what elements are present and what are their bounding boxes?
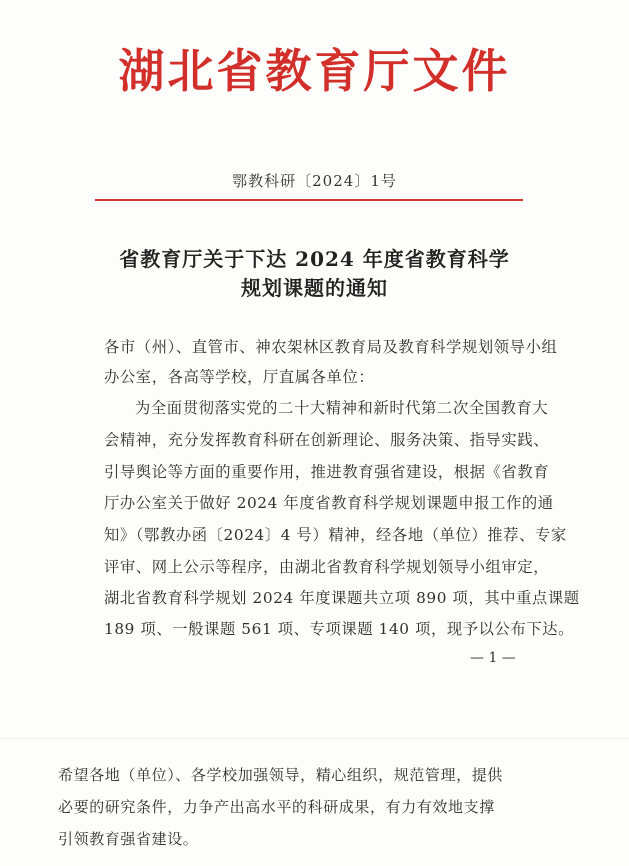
body-line: 湖北省教育科学规划 2024 年度课题共立项 890 项，其中重点课题 xyxy=(104,589,580,607)
body-line: 知》（鄂教办函〔2024〕4 号）精神，经各地（单位）推荐、专家 xyxy=(104,526,567,544)
notice-title-line-2: 规划课题的通知 xyxy=(241,276,388,300)
page-break xyxy=(0,738,629,739)
document-number: 鄂教科研〔2024〕1号 xyxy=(232,172,397,190)
body-line: 会精神，充分发挥教育科研在创新理论、服务决策、指导实践、 xyxy=(104,431,550,449)
red-divider-line xyxy=(95,199,523,201)
continuation-line: 引领教育强省建设。 xyxy=(58,830,199,848)
notice-title-line-1: 省教育厅关于下达 2024 年度省教育科学 xyxy=(119,247,510,271)
body-line: 厅办公室关于做好 2024 年度省教育科学规划课题申报工作的通 xyxy=(104,494,554,512)
body-line: 189 项、一般课题 561 项、专项课题 140 项，现予以公布下达。 xyxy=(104,620,575,638)
body-line: 各市（州）、直管市、神农架林区教育局及教育科学规划领导小组 xyxy=(104,338,558,356)
body-line: 评审、网上公示等程序，由湖北省教育科学规划领导小组审定， xyxy=(104,558,550,576)
page-number: — 1 — xyxy=(470,650,516,666)
continuation-line: 必要的研究条件，力争产出高水平的科研成果，有力有效地支撑 xyxy=(58,798,495,816)
body-line: 为全面贯彻落实党的二十大精神和新时代第二次全国教育大 xyxy=(135,399,549,417)
body-line: 办公室，各高等学校，厅直属各单位： xyxy=(104,368,375,386)
continuation-line: 希望各地（单位）、各学校加强领导，精心组织，规范管理，提供 xyxy=(58,766,503,784)
document-header-title: 湖北省教育厅文件 xyxy=(118,44,511,98)
body-line: 引导舆论等方面的重要作用，推进教育强省建设，根据《省教育 xyxy=(104,463,550,481)
